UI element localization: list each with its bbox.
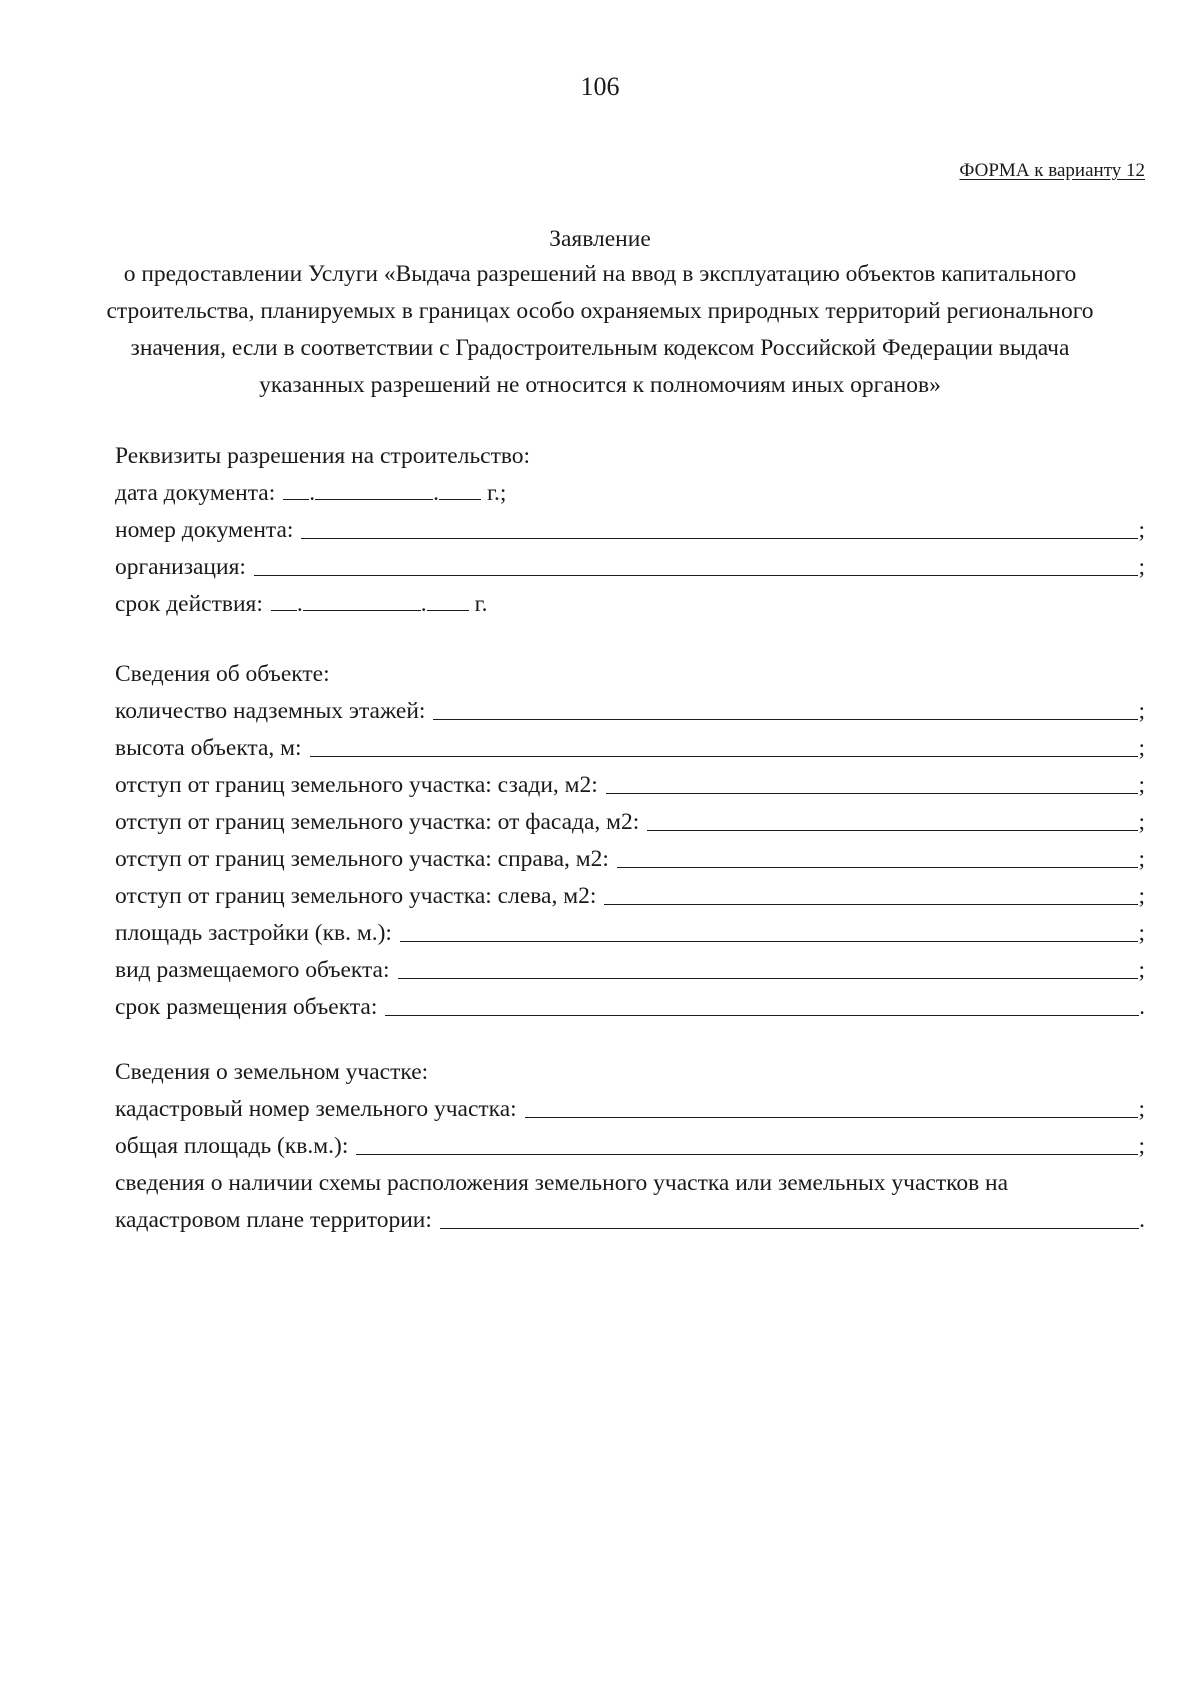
- land-heading: Сведения о земельном участке:: [115, 1059, 429, 1085]
- object-field-input[interactable]: [398, 952, 1139, 979]
- row-end-mark: ;: [1138, 957, 1145, 983]
- object-heading: Сведения об объекте:: [115, 661, 330, 687]
- row-end-mark: ;: [1138, 517, 1145, 543]
- row-end-mark: ;: [1138, 846, 1145, 872]
- row-end-mark: ;: [1138, 883, 1145, 909]
- date-dot: .: [420, 591, 427, 617]
- permit-date-label: дата документа:: [115, 480, 276, 506]
- object-field-row: [115, 693, 1145, 730]
- permit-validity-year-field[interactable]: [427, 586, 469, 611]
- object-field-input[interactable]: [617, 841, 1139, 868]
- land-area-row: [115, 1128, 1145, 1165]
- object-field-label: отступ от границ земельного участка: слева, м2:: [115, 883, 597, 909]
- object-field-input[interactable]: [604, 878, 1138, 905]
- row-end-mark: ;: [1138, 809, 1145, 835]
- permit-validity-suffix: г.: [474, 591, 488, 617]
- permit-heading: Реквизиты разрешения на строительство:: [115, 443, 531, 469]
- permit-date-month-field[interactable]: [315, 475, 433, 500]
- object-field-label: отступ от границ земельного участка: справа, м2:: [115, 846, 609, 872]
- permit-date-year-field[interactable]: [439, 475, 481, 500]
- object-field-label: отступ от границ земельного участка: сзади, м2:: [115, 772, 598, 798]
- object-field-label: площадь застройки (кв. м.):: [115, 920, 392, 946]
- row-end-mark: ;: [1138, 920, 1145, 946]
- object-field-label: срок размещения объекта:: [115, 994, 378, 1020]
- permit-organization-row: [115, 549, 1145, 586]
- permit-date-suffix: г.;: [487, 480, 507, 506]
- land-scheme-line: сведения о наличии схемы расположения земельного участка или земельных участков на: [115, 1170, 1009, 1196]
- row-end-mark: ;: [1138, 698, 1145, 724]
- permit-number-label: номер документа:: [115, 517, 294, 543]
- permit-validity-row: [115, 586, 1145, 623]
- permit-number-field[interactable]: [301, 512, 1138, 539]
- object-field-input[interactable]: [606, 767, 1139, 794]
- object-field-input[interactable]: [310, 730, 1139, 757]
- row-end-mark: .: [1139, 994, 1145, 1020]
- document-subtitle: о предоставлении Услуги «Выдача разрешений на ввод в эксплуатацию объектов капитального строительства, планируемых в границах особо охраняемых природных территорий регионального значения, если в соответствии с Градостроительным кодексом Российской Федерации выдача указанных разрешений не относится к полномочиям иных органов»: [106, 261, 1094, 398]
- permit-organization-field[interactable]: [254, 549, 1139, 576]
- document-title: Заявление: [549, 226, 651, 252]
- object-field-row: [115, 878, 1145, 915]
- land-cadastral-label: кадастровый номер земельного участка:: [115, 1096, 517, 1122]
- permit-validity-month-field[interactable]: [303, 586, 421, 611]
- permit-date-row: [115, 475, 1145, 512]
- object-field-input[interactable]: [433, 693, 1138, 720]
- object-field-row: [115, 915, 1145, 952]
- permit-validity-day-field[interactable]: [271, 586, 297, 611]
- land-cadastral-row: [115, 1091, 1145, 1128]
- row-end-mark: .: [1139, 1207, 1145, 1233]
- object-field-row: [115, 841, 1145, 878]
- date-dot: .: [296, 591, 303, 617]
- object-fields: [115, 693, 1145, 1026]
- object-field-label: вид размещаемого объекта:: [115, 957, 390, 983]
- row-end-mark: ;: [1138, 735, 1145, 761]
- object-section: [115, 656, 1145, 1026]
- form-reference: ФОРМА к варианту 12: [959, 160, 1145, 181]
- object-field-row: [115, 952, 1145, 989]
- permit-date-day-field[interactable]: [283, 475, 309, 500]
- land-area-field[interactable]: [356, 1128, 1138, 1155]
- row-end-mark: ;: [1138, 1133, 1145, 1159]
- land-scheme-label: кадастровом плане территории:: [115, 1207, 432, 1233]
- date-dot: .: [433, 480, 440, 506]
- object-field-row: [115, 989, 1145, 1026]
- land-scheme-row: [115, 1202, 1145, 1239]
- land-area-label: общая площадь (кв.м.):: [115, 1133, 349, 1159]
- object-field-row: [115, 730, 1145, 767]
- date-dot: .: [309, 480, 316, 506]
- land-section: [115, 1054, 1145, 1239]
- row-end-mark: ;: [1138, 772, 1145, 798]
- object-field-input[interactable]: [385, 989, 1139, 1016]
- object-field-input[interactable]: [400, 915, 1139, 942]
- page-number: 106: [580, 72, 620, 101]
- permit-number-row: [115, 512, 1145, 549]
- object-field-label: отступ от границ земельного участка: от фасада, м2:: [115, 809, 640, 835]
- land-cadastral-field[interactable]: [525, 1091, 1139, 1118]
- object-field-label: количество надземных этажей:: [115, 698, 426, 724]
- permit-organization-label: организация:: [115, 554, 246, 580]
- object-field-row: [115, 804, 1145, 841]
- object-field-row: [115, 767, 1145, 804]
- permit-section: [115, 438, 1145, 623]
- permit-validity-label: срок действия:: [115, 591, 263, 617]
- row-end-mark: ;: [1138, 554, 1145, 580]
- object-field-label: высота объекта, м:: [115, 735, 302, 761]
- land-scheme-field[interactable]: [440, 1202, 1139, 1229]
- object-field-input[interactable]: [647, 804, 1138, 831]
- row-end-mark: ;: [1138, 1096, 1145, 1122]
